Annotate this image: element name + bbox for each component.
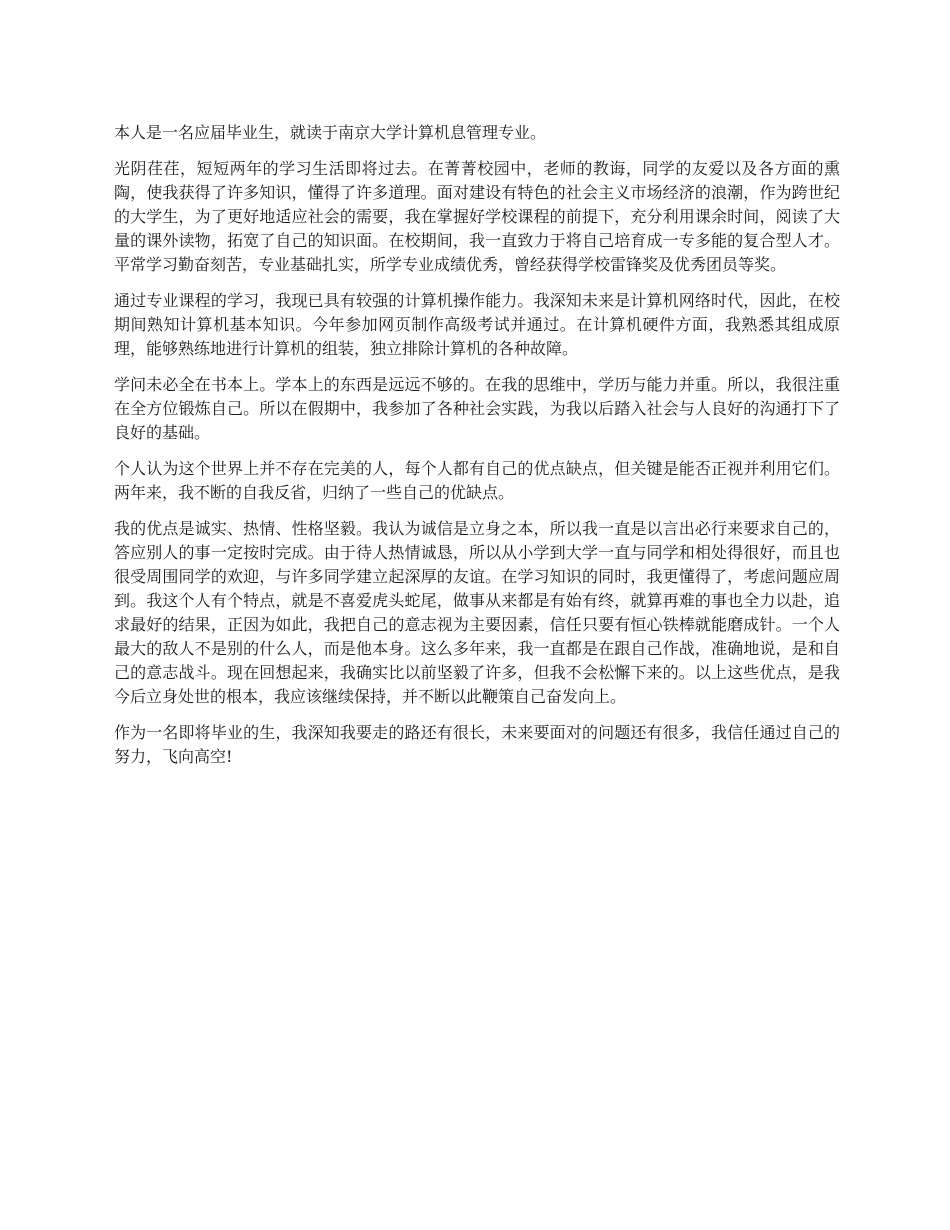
paragraph-strengths: 我的优点是诚实、热情、性格坚毅。我认为诚信是立身之本，所以我一直是以言出必行来要求自己的，答应别人的事一定按时完成。由于待人热情诚恳，所以从小学到大学一直与同学和相处得很好，而且也很受周围同学的欢迎，与许多同学建立起深厚的友谊。在学习知识的同时，我更懂得了，考虑问题应周到。我这个人有个特点，就是不喜爱虎头蛇尾，做事从来都是有始有终，就算再难的事也全力以赴，追求最好的结果，正因为如此，我把自己的意志视为主要因素，信任只要有恒心铁棒就能磨成针。一个人最大的敌人不是别的什么人，而是他本身。这么多年来，我一直都是在跟自己作战，准确地说，是和自己的意志战斗。现在回想起来，我确实比以前坚毅了许多，但我不会松懈下来的。以上这些优点，是我今后立身处世的根本，我应该继续保持，并不断以此鞭策自己奋发向上。	[114, 519, 840, 706]
paragraph-conclusion: 作为一名即将毕业的生，我深知我要走的路还有很长，未来要面对的问题还有很多，我信任通过自己的努力，飞向高空!	[114, 723, 840, 766]
paragraph-study-life: 光阴荏荏，短短两年的学习生活即将过去。在菁菁校园中，老师的教诲，同学的友爱以及各方面的熏陶，使我获得了许多知识，懂得了许多道理。面对建设有特色的社会主义市场经济的浪潮，作为跨世纪的大学生，为了更好地适应社会的需要，我在掌握好学校课程的前提下，充分利用课余时间，阅读了大量的课外读物，拓宽了自己的知识面。在校期间，我一直致力于将自己培育成一专多能的复合型人才。平常学习勤奋刻苦，专业基础扎实，所学专业成绩优秀，曾经获得学校雷锋奖及优秀团员等奖。	[114, 159, 840, 274]
paragraph-intro: 本人是一名应届毕业生，就读于南京大学计算机息管理专业。	[114, 123, 547, 142]
paragraph-self-reflection: 个人认为这个世界上并不存在完美的人，每个人都有自己的优点缺点，但关键是能否正视并利用它们。两年来，我不断的自我反省，归纳了一些自己的优缺点。	[114, 459, 840, 502]
paragraph-social-practice: 学问未必全在书本上。学本上的东西是远远不够的。在我的思维中，学历与能力并重。所以，我很注重在全方位锻炼自己。所以在假期中，我参加了各种社会实践，为我以后踏入社会与人良好的沟通打下了良好的基础。	[114, 375, 840, 442]
document-body	[114, 121, 840, 781]
paragraph-computer-skills: 通过专业课程的学习，我现已具有较强的计算机操作能力。我深知未来是计算机网络时代，因此，在校期间熟知计算机基本知识。今年参加网页制作高级考试并通过。在计算机硬件方面，我熟悉其组成原理，能够熟练地进行计算机的组装，独立排除计算机的各种故障。	[114, 291, 840, 358]
